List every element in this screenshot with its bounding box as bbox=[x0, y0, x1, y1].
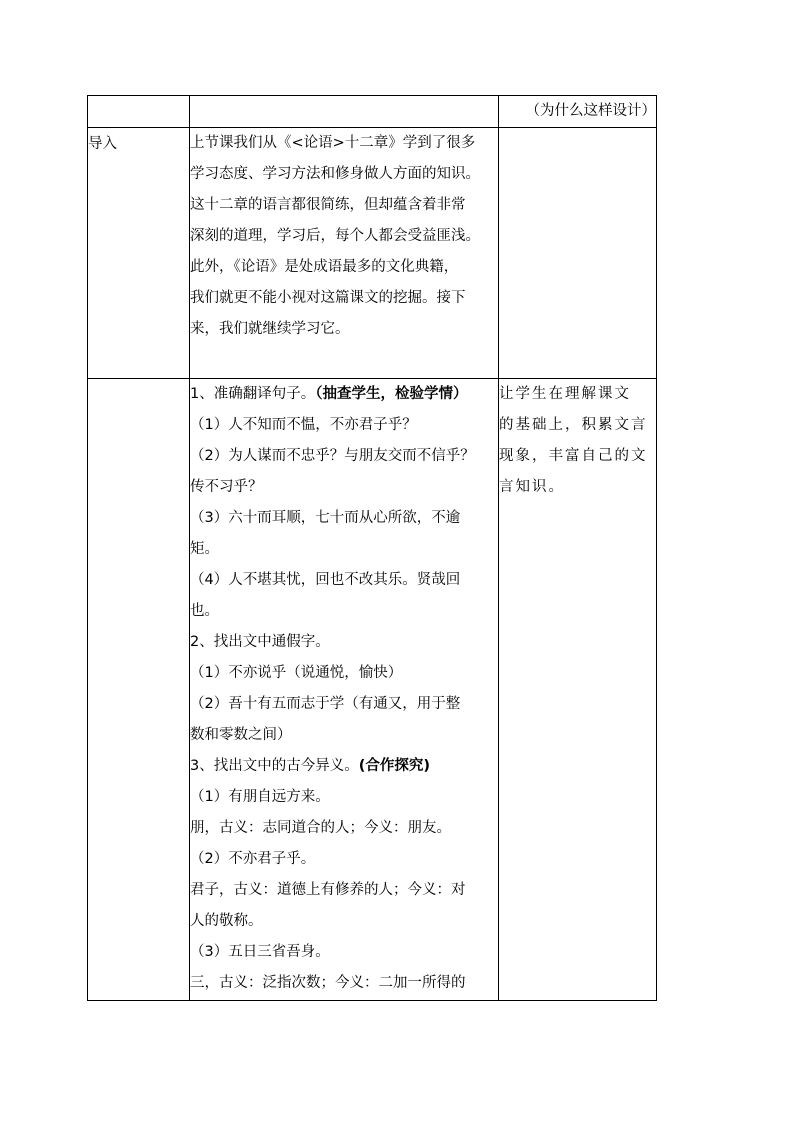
main-line: 传不习乎？ bbox=[190, 479, 263, 495]
main-design bbox=[499, 379, 657, 1001]
intro-line: 这十二章的语言都很简练，但却蕴含着非常 bbox=[190, 197, 466, 213]
main-line: （1）不亦说乎（说通悦，愉快） bbox=[190, 665, 403, 681]
intro-row bbox=[88, 128, 657, 379]
header-row bbox=[88, 96, 657, 128]
intro-line: 学习态度、学习方法和修身做人方面的知识。 bbox=[190, 166, 480, 182]
intro-line: 上节课我们从《<论语>十二章》学到了很多 bbox=[190, 135, 476, 151]
main-line: （4）人不堪其忧，回也不改其乐。贤哉回 bbox=[190, 572, 461, 588]
section1-tag: （抽查学生，检验学情） bbox=[315, 386, 468, 402]
intro-line: 深刻的道理，学习后，每个人都会受益匪浅。 bbox=[190, 228, 480, 244]
header-cell-2 bbox=[190, 96, 499, 128]
main-line: 朋，古义：志同道合的人；今义：朋友。 bbox=[190, 820, 451, 836]
main-label bbox=[88, 379, 190, 1001]
main-line: （1）有朋自远方来。 bbox=[190, 789, 330, 805]
main-line: （2）吾十有五而志于学（有通又，用于整 bbox=[190, 696, 461, 712]
design-line: 让学生在理解课文 bbox=[499, 386, 631, 402]
design-line: 的基础上，积累文言 bbox=[499, 417, 648, 433]
main-line: 2、找出文中通假字。 bbox=[190, 634, 330, 650]
main-line: 数和零数之间） bbox=[190, 727, 292, 743]
main-line: （1）人不知而不愠，不亦君子乎？ bbox=[190, 417, 417, 433]
intro-line: 我们就更不能小视对这篇课文的挖掘。接下 bbox=[190, 290, 466, 306]
main-line: 君子，古义：道德上有修养的人；今义：对 bbox=[190, 882, 466, 898]
main-line: 也。 bbox=[190, 603, 219, 619]
design-line: 现象，丰富自己的文 bbox=[499, 448, 648, 464]
lesson-plan-table bbox=[87, 95, 657, 1001]
main-line: 三，古义：泛指次数；今义：二加一所得的 bbox=[190, 975, 466, 991]
intro-line: 此外，《论语》是处成语最多的文化典籍， bbox=[190, 259, 459, 275]
intro-line: 来，我们就继续学习它。 bbox=[190, 321, 350, 337]
main-line: （2）为人谋而不忠乎？与朋友交而不信乎？ bbox=[190, 448, 475, 464]
main-line: （3）五日三省吾身。 bbox=[190, 944, 330, 960]
main-content bbox=[190, 379, 499, 1001]
intro-design bbox=[499, 128, 657, 379]
intro-label: 导入 bbox=[88, 128, 190, 379]
intro-content bbox=[190, 128, 499, 379]
header-cell-1 bbox=[88, 96, 190, 128]
design-line: 言知识。 bbox=[499, 479, 565, 495]
main-line: （2）不亦君子乎。 bbox=[190, 851, 316, 867]
header-design-reason: （为什么这样设计） bbox=[499, 96, 657, 128]
main-row bbox=[88, 379, 657, 1001]
section3-tag: (合作探究) bbox=[358, 758, 430, 774]
section1-heading: 1、准确翻译句子。（抽查学生，检验学情） bbox=[190, 386, 468, 402]
main-line: 人的敬称。 bbox=[190, 913, 263, 929]
main-line: （3）六十而耳顺，七十而从心所欲，不逾 bbox=[190, 510, 461, 526]
section3-heading: 3、找出文中的古今异义。(合作探究) bbox=[190, 758, 430, 774]
main-line: 矩。 bbox=[190, 541, 219, 557]
